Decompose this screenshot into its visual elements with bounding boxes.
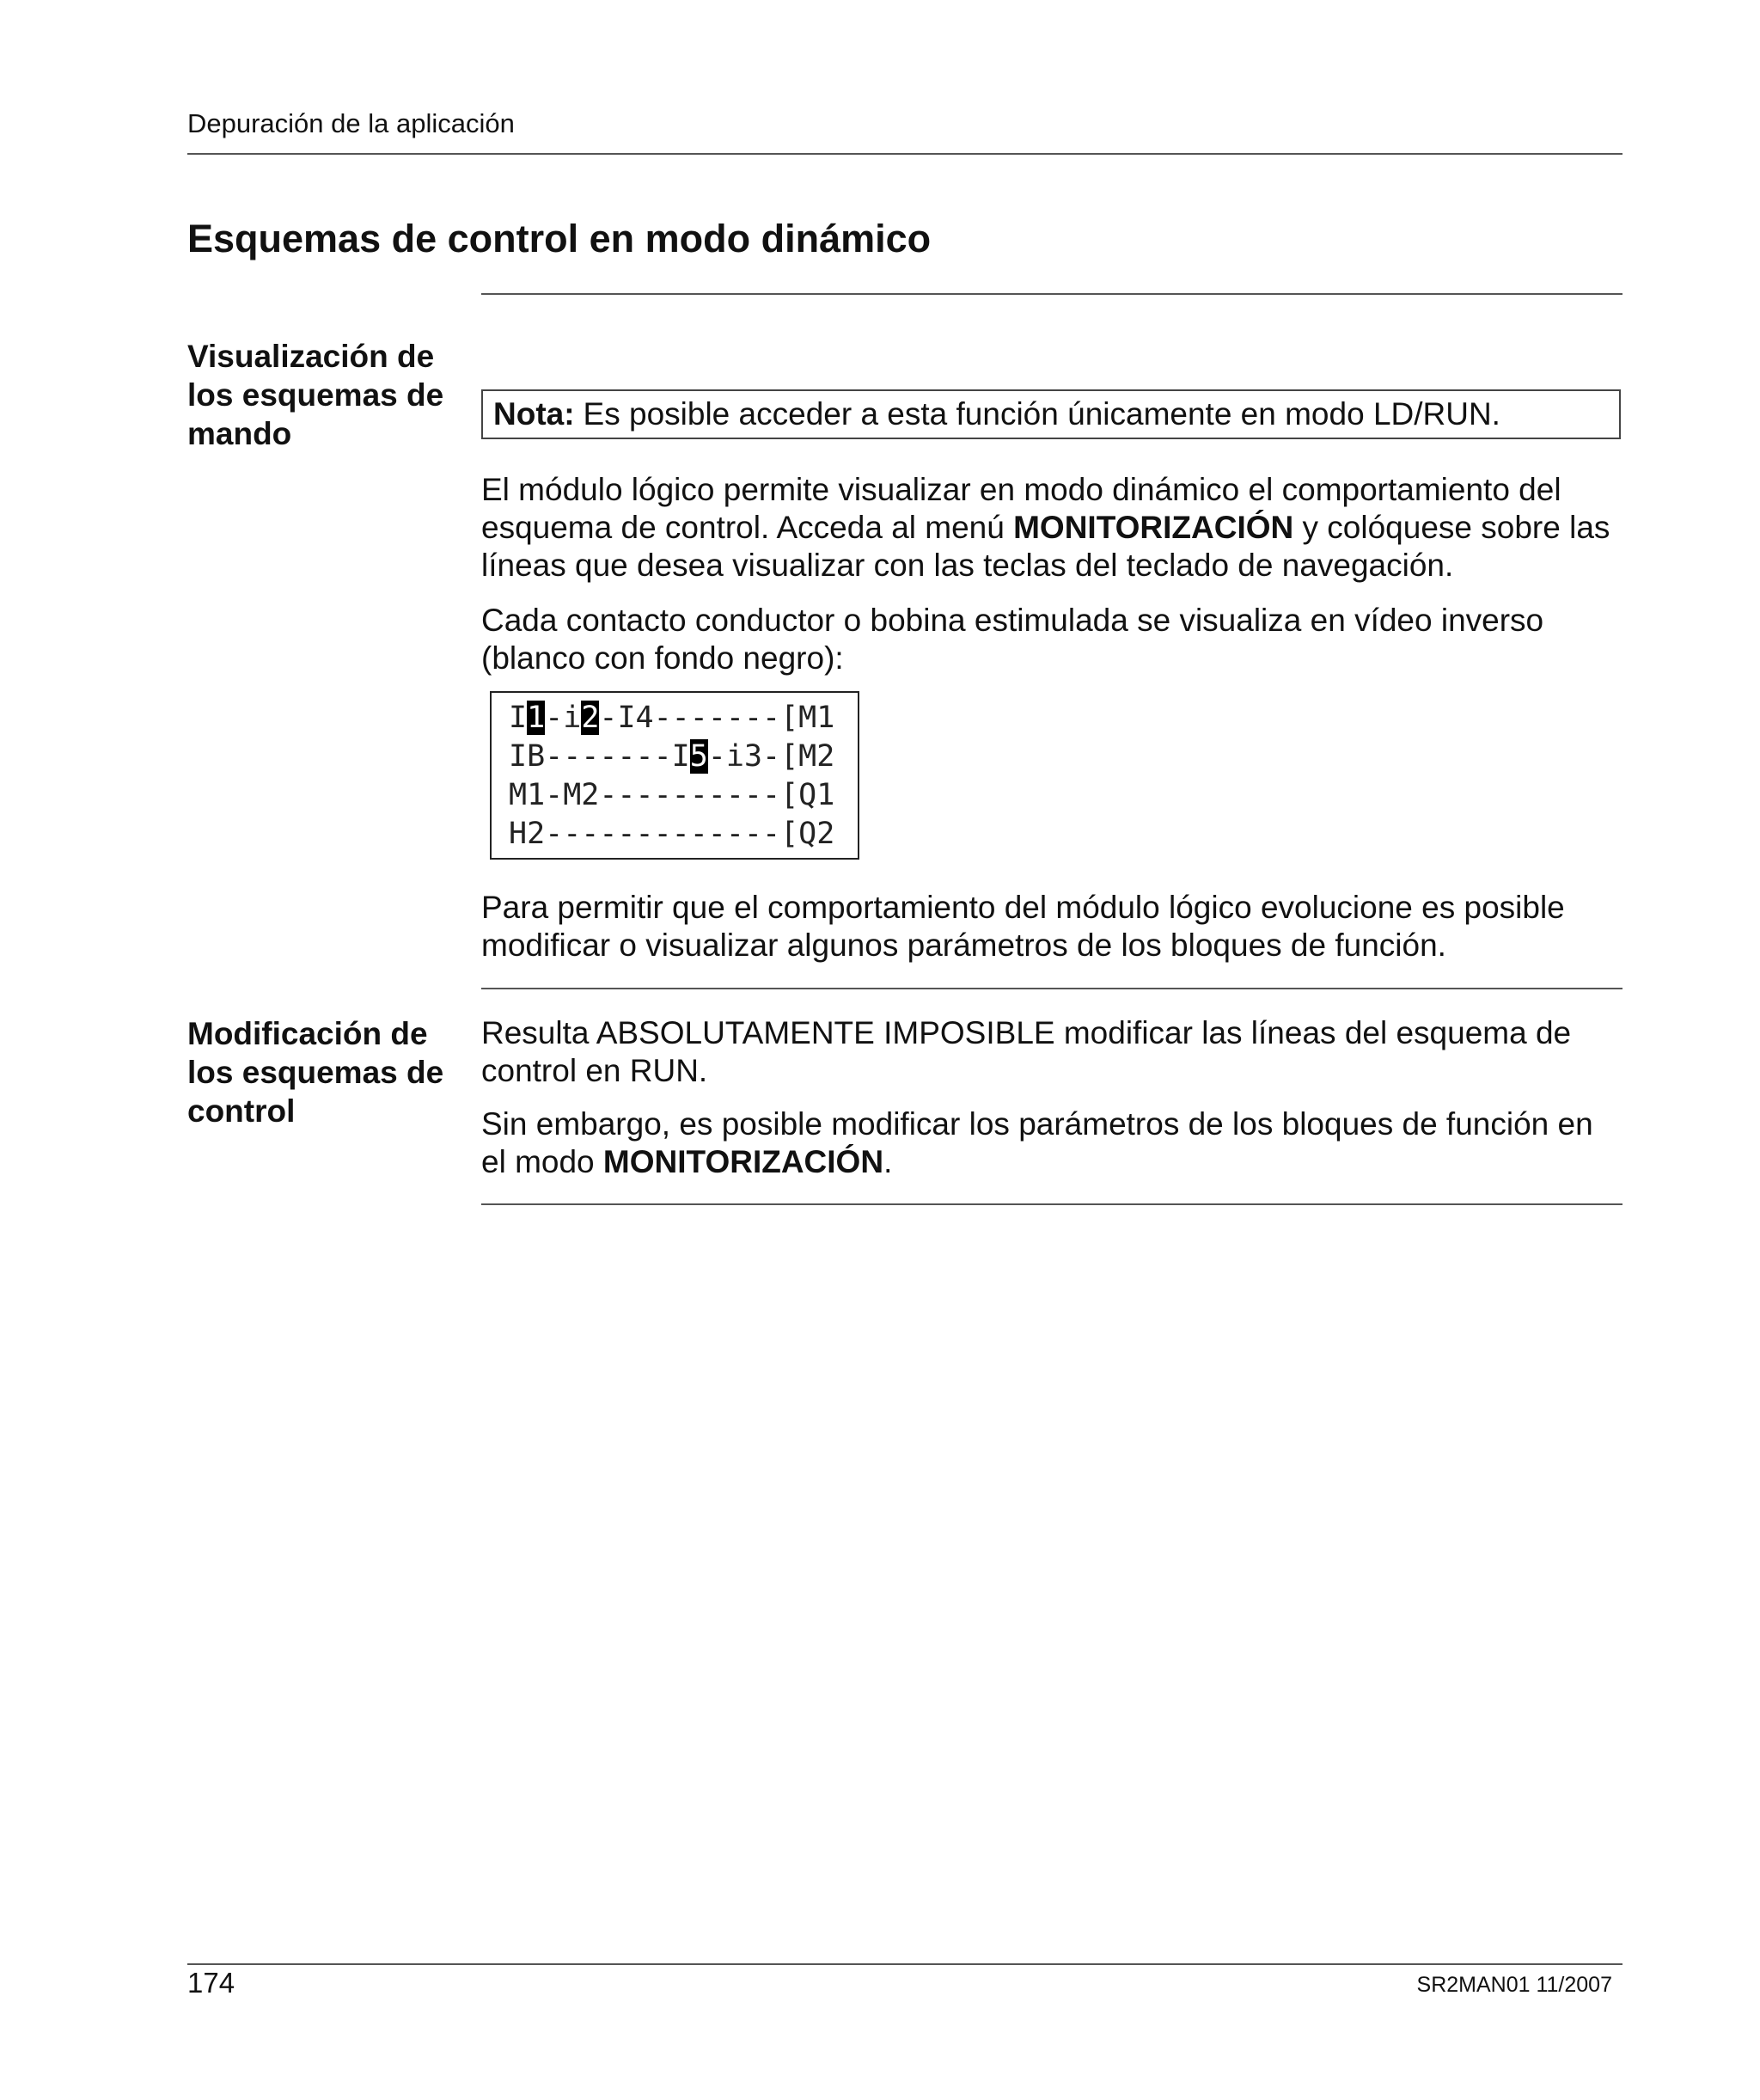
- lcd-segment: H2-------------[Q2: [509, 817, 835, 851]
- mode-name-monitorizacion: MONITORIZACIÓN: [602, 1144, 884, 1179]
- title-divider: [481, 293, 1622, 295]
- section-end-divider: [481, 1203, 1622, 1205]
- paragraph-parameters: Para permitir que el comportamiento del módulo lógico evolucione es posible modificar o visualizar algunos parámetros de los bloques de función.: [481, 890, 1565, 963]
- lcd-segment: M1-M2----------[Q1: [509, 778, 835, 812]
- note-text: Es posible acceder a esta función únicamente en modo LD/RUN.: [583, 396, 1500, 432]
- paragraph-inverse-video: Cada contacto conductor o bobina estimulada se visualiza en vídeo inverso (blanco con fondo negro):: [481, 603, 1544, 676]
- section-divider: [481, 988, 1622, 989]
- section-label-modificacion: Modificación de los esquemas de control: [187, 1016, 444, 1129]
- page-number: 174: [187, 1967, 235, 1999]
- lcd-line: [509, 738, 858, 776]
- lcd-active-contact: 1: [527, 701, 546, 735]
- running-header: Depuración de la aplicación: [187, 108, 515, 138]
- paragraph-impossible: Resulta ABSOLUTAMENTE IMPOSIBLE modificar las líneas del esquema de control en RUN.: [481, 1015, 1572, 1088]
- footer-divider: [187, 1963, 1622, 1965]
- paragraph-intro-part1: El módulo lógico permite visualizar en modo dinámico el comportamiento del esquema de control. Acceda al menú: [481, 472, 1561, 545]
- lcd-line: [509, 815, 858, 854]
- document-code: SR2MAN01 11/2007: [1416, 1973, 1612, 1997]
- header-divider: [187, 153, 1622, 155]
- lcd-segment: I: [509, 701, 528, 735]
- lcd-lines: [509, 699, 858, 854]
- section-label-visualizacion: Visualización de los esquemas de mando: [187, 339, 444, 451]
- paragraph-intro: [481, 471, 1624, 585]
- lcd-display-example: [490, 691, 859, 860]
- lcd-segment: -i3-[M2: [707, 739, 835, 774]
- lcd-active-contact: 2: [581, 701, 600, 735]
- lcd-active-contact: 5: [689, 739, 708, 774]
- lcd-segment: -I4-------[M1: [599, 701, 835, 735]
- lcd-line: [509, 699, 858, 738]
- lcd-line: [509, 776, 858, 815]
- paragraph-modify-part2: .: [883, 1144, 893, 1179]
- paragraph-intro-part2: y colóquese sobre las líneas que desea visualizar con las teclas del teclado de navegación.: [481, 510, 1610, 583]
- note-box: [481, 389, 1621, 439]
- note-prefix: Nota:: [493, 396, 575, 432]
- page-title: Esquemas de control en modo dinámico: [187, 217, 932, 260]
- lcd-segment: IB-------I: [509, 739, 690, 774]
- menu-name-monitorizacion: MONITORIZACIÓN: [1013, 510, 1294, 545]
- paragraph-modify-params: [481, 1105, 1624, 1181]
- lcd-segment: -i: [545, 701, 582, 735]
- paragraph-modify-part1: Sin embargo, es posible modificar los parámetros de los bloques de función en el modo: [481, 1106, 1593, 1179]
